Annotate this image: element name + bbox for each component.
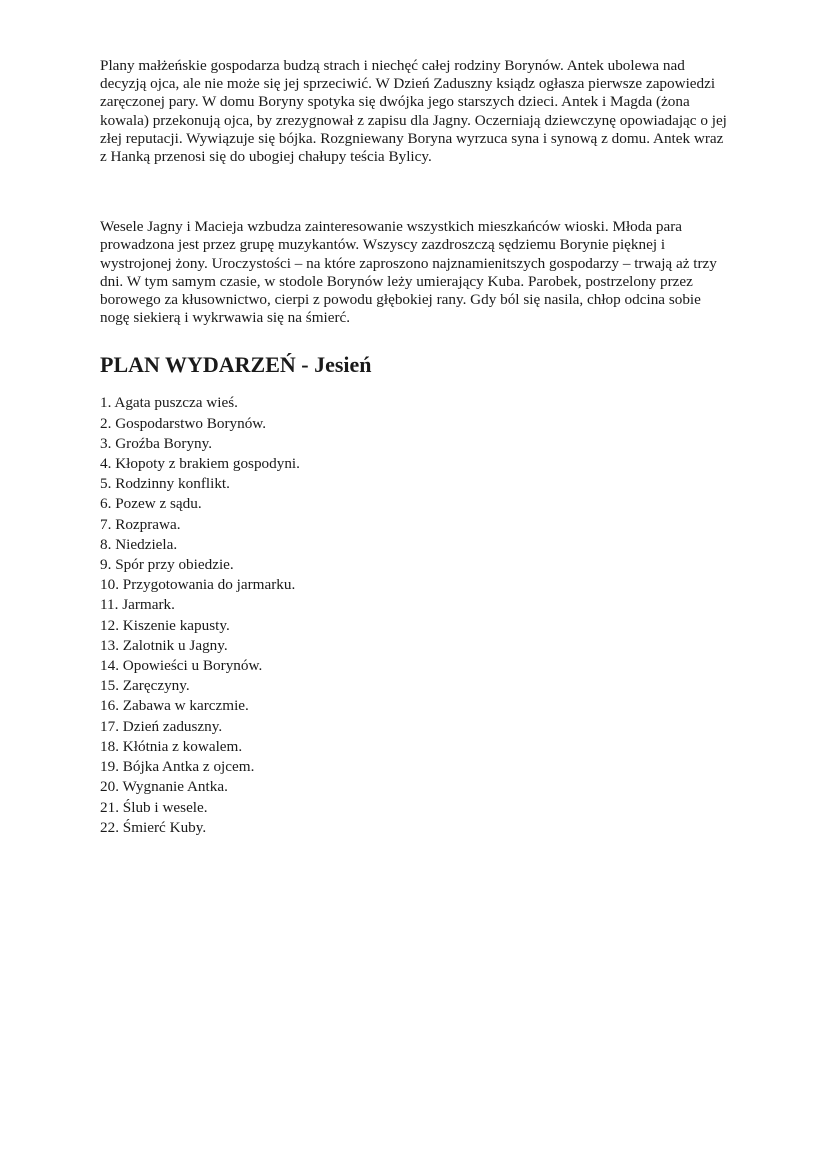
plan-item: 2. Gospodarstwo Borynów.: [100, 414, 267, 432]
plan-item: 5. Rodzinny konflikt.: [100, 475, 230, 493]
plan-item: 21. Ślub i wesele.: [100, 798, 208, 816]
plan-item: 19. Bójka Antka z ojcem.: [100, 758, 255, 776]
plan-item: 18. Kłótnia z kowalem.: [100, 737, 243, 755]
plan-item: 3. Groźba Boryny.: [100, 434, 213, 452]
plan-item: 1. Agata puszcza wieś.: [100, 394, 238, 412]
plan-item: 22. Śmierć Kuby.: [100, 818, 207, 836]
plan-item: 14. Opowieści u Borynów.: [100, 657, 263, 675]
plan-list: [100, 393, 730, 837]
plan-item: 17. Dzień zaduszny.: [100, 717, 223, 735]
plan-item: 16. Zabawa w karczmie.: [100, 697, 249, 715]
plan-item: 7. Rozprawa.: [100, 515, 181, 533]
plan-item: 20. Wygnanie Antka.: [100, 778, 228, 796]
plan-item: 11. Jarmark.: [100, 596, 175, 614]
paragraph-wedding: Wesele Jagny i Macieja wzbudza zainteresowanie wszystkich mieszkańców wioski. Młoda para prowadzona jest przez grupę muzykantów. Wszyscy zazdroszczą sędziemu Borynie pięknej i wystrojonej żony. Uroczystości – na które zaproszono najznamienitszych gospodarzy – trwają aż trzy dni. W tym samym czasie, w stodole Borynów leży umierający Kuba. Parobek, postrzelony przez borowego za kłusownictwo, cierpi z powodu głębokiej rany. Gdy ból się nasila, chłop odcina sobie nogę siekierą i wykrwawia się na śmierć.: [100, 218, 717, 327]
paragraph-family-conflict: Plany małżeńskie gospodarza budzą strach i niechęć całej rodziny Borynów. Antek ubolewa nad decyzją ojca, ale nie może się jej sprzeciwić. W Dzień Zaduszny ksiądz ogłasza pierwsze zapowiedzi zaręczonej pary. W domu Boryny spotyka się dwójka jego starszych dzieci. Antek i Magda (żona kowala) przekonują ojca, by zrezygnował z zapisu dla Jagny. Oczerniają dziewczynę opowiadając o jej złej reputacji. Wywiązuje się bójka. Rozgniewany Boryna wyrzuca syna i synową z domu. Antek wraz z Hanką przenosi się do ubogiej chałupy teścia Bylicy.: [100, 57, 727, 166]
document-page: [100, 57, 730, 838]
plan-item: 10. Przygotowania do jarmarku.: [100, 576, 296, 594]
plan-item: 4. Kłopoty z brakiem gospodyni.: [100, 455, 300, 473]
plan-item: 9. Spór przy obiedzie.: [100, 556, 234, 574]
plan-item: 6. Pozew z sądu.: [100, 495, 202, 513]
plan-item: 15. Zaręczyny.: [100, 677, 190, 695]
plan-item: 12. Kiszenie kapusty.: [100, 616, 230, 634]
plan-item: 13. Zalotnik u Jagny.: [100, 636, 228, 654]
plan-heading: PLAN WYDARZEŃ - Jesień: [100, 352, 372, 378]
plan-item: 8. Niedziela.: [100, 535, 178, 553]
